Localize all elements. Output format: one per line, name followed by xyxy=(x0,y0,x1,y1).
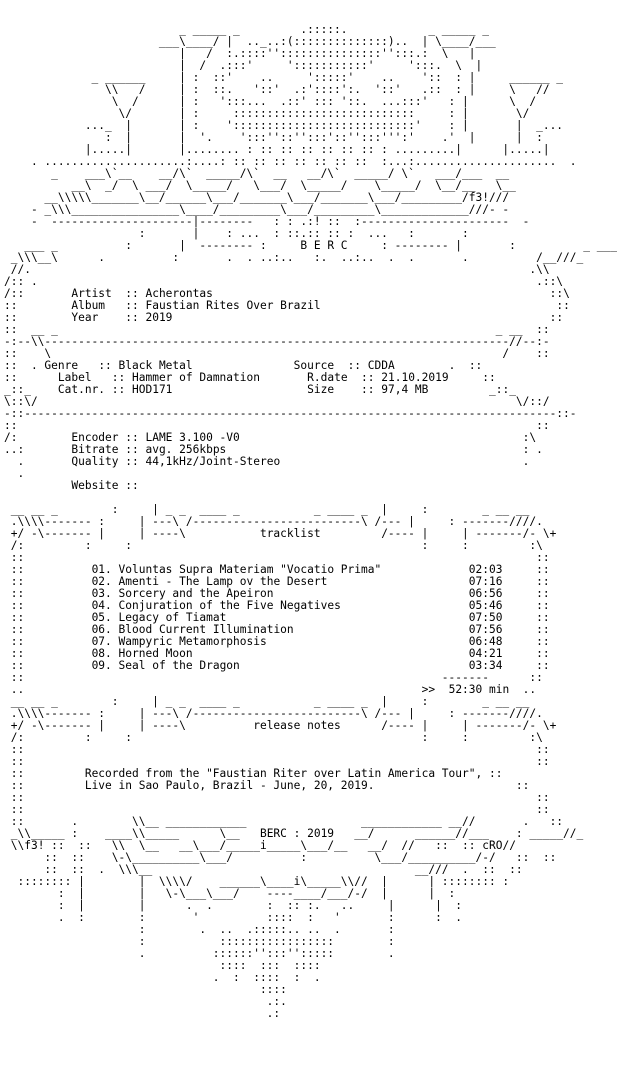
genre-value: Black Metal xyxy=(118,359,193,372)
rdate-label: R.date xyxy=(307,371,348,384)
art-header-line: \/ | : ::::::::::::::::::::::::::: : | \/ xyxy=(4,107,530,120)
track-number: 07. xyxy=(91,635,112,648)
encoder-label: Encoder xyxy=(71,431,119,444)
track-title: Legacy of Tiamat xyxy=(118,611,227,624)
source-label: Source xyxy=(293,359,335,372)
release-notes-line: Recorded from the "Faustian Riter over Latin America Tour", xyxy=(84,767,483,780)
track-time: 07:16 xyxy=(468,575,503,588)
art-footer-line: : . .. .:::::.. .. . : xyxy=(4,923,395,936)
art-footer-line: . ::::::'':::''::::: . xyxy=(4,947,395,960)
art-header-line: _ _____ _ .:::::. _ _____ _ xyxy=(4,23,489,36)
art-header-line: |.....| |........ : :: :: :: :: :: :: : .........| |.....| xyxy=(4,143,550,156)
art-footer-line: . : :::: : . xyxy=(4,971,321,984)
year-value: 2019 xyxy=(145,311,173,324)
track-title: Horned Moon xyxy=(118,647,193,660)
artist-value: Acherontas xyxy=(145,287,213,300)
art-footer-line: :::: xyxy=(4,983,287,996)
artist-label: Artist xyxy=(71,287,112,300)
art-header-line: __\ _/ \ ___/ \_____/ \___/ \_____/ \_____/ \__/__ \__ xyxy=(4,179,516,192)
album-value: Faustian Rites Over Brazil xyxy=(145,299,321,312)
rdate-value: 21.10.2019 xyxy=(381,371,449,384)
track-time: 06:48 xyxy=(468,635,503,648)
art-footer-line: .: xyxy=(4,1007,281,1020)
genre-label: Genre xyxy=(44,359,79,372)
source-value: CDDA xyxy=(367,359,395,372)
art-header-line: - _\\\________________\____/_________\___/_________\_____________///- - xyxy=(4,203,510,216)
track-time: 06:56 xyxy=(468,587,503,600)
quality-label: Quality xyxy=(71,455,119,468)
year-label: Year xyxy=(71,311,99,324)
art-header-line: | / :.::::'':::::::::::::::'':::.: \ | xyxy=(4,47,476,60)
release-notes-heading: release notes xyxy=(253,719,341,732)
tracklist-heading: tracklist xyxy=(259,527,321,540)
art-footer-line: : ::::::::::::::::: : xyxy=(4,935,395,948)
track-title: Conjuration of the Five Negatives xyxy=(118,599,341,612)
total-marker: >> xyxy=(421,683,436,696)
release-notes-line: Live in Sao Paulo, Brazil - June, 20, 2019. xyxy=(84,779,375,792)
track-time: 07:50 xyxy=(468,611,503,624)
bitrate-value: avg. 256kbps xyxy=(145,443,227,456)
size-label: Size xyxy=(307,383,335,396)
catnr-value: HOD171 xyxy=(132,383,173,396)
art-footer-line: .:. xyxy=(4,995,287,1008)
art-header-line: \\ / | : ::. '::' .:'::::':. '::' .:: : | \ // xyxy=(4,83,550,96)
track-number: 02. xyxy=(91,575,112,588)
art-header-line: _ ___\`__ __/\` _____/\` __ __/\` _____/ \` ___/___ __ xyxy=(4,167,510,180)
art-footer-line: . : : ' :::: : ' : : . xyxy=(4,911,463,924)
track-time: 04:21 xyxy=(468,647,503,660)
track-number: 04. xyxy=(91,599,112,612)
footer-group-year: BERC : 2019 xyxy=(259,827,335,840)
total-time: 52:30 min xyxy=(448,683,510,696)
track-number: 03. xyxy=(91,587,112,600)
art-header-line: | / .:::' ':::::::::::' ':::. \ | xyxy=(4,59,483,72)
art-header-line: _ ______ | : ::' .. ':::::' .. ':: : | ______ _ xyxy=(4,71,564,84)
group-badge: B E R C xyxy=(300,239,348,252)
art-header-line: \ / | : ':::... .::' ::: '::. ...:::' : | \ / xyxy=(4,95,537,108)
art-header-line: : | : ... : ::.:: :: : ... : : xyxy=(4,227,469,240)
art-header-line: ___\____/ | .._..:(::::::::::::::).. | \____/___ xyxy=(4,35,496,48)
art-footer-line: : | | . . : :: :. .. | | : xyxy=(4,899,463,912)
track-number: 09. xyxy=(91,659,112,672)
track-time: 03:34 xyxy=(468,659,503,672)
track-title: Sorcery and the Apeiron xyxy=(118,587,274,600)
size-value: 97,4 MB xyxy=(381,383,429,396)
footer-signature-right: cRO xyxy=(482,839,503,852)
label-value: Hammer of Damnation xyxy=(132,371,260,384)
track-time: 07:56 xyxy=(468,623,503,636)
track-number: 05. xyxy=(91,611,112,624)
website-label: Website xyxy=(71,479,119,492)
track-number: 01. xyxy=(91,563,112,576)
art-header-line: . .....................:....: :: :: :: :: :: :: :: :...:..................... . xyxy=(4,155,577,168)
track-title: Blood Current Illumination xyxy=(118,623,294,636)
encoder-value: LAME 3.100 -V0 xyxy=(145,431,240,444)
art-footer-line: : | | \-\___\___/ ----____/___/-/ | | : xyxy=(4,887,456,900)
track-number: 06. xyxy=(91,623,112,636)
art-header-line: : | | '. ':::''::'':::'::'':::''':' .' | | : xyxy=(4,131,543,144)
catnr-label: Cat.nr. xyxy=(57,383,106,396)
track-title: Seal of the Dragon xyxy=(118,659,240,672)
art-header-line: - ---------------------|-------- : : .:! :: :---------------------- - xyxy=(4,215,530,228)
track-title: Voluntas Supra Materiam "Vocatio Prima" xyxy=(118,563,382,576)
quality-value: 44,1kHz/Joint-Stereo xyxy=(145,455,281,468)
album-label: Album xyxy=(71,299,106,312)
track-time: 05:46 xyxy=(468,599,503,612)
track-title: Wampyric Metamorphosis xyxy=(118,635,267,648)
label-label: Label xyxy=(57,371,92,384)
art-footer-line: :::::::: | | \\\\/ ______\____i\_____\\// | | :::::::: : xyxy=(4,875,510,888)
footer-signature-left: f3! xyxy=(24,839,45,852)
nfo-document: _ _____ _ .:::::. _ _____ _ ___\____/ | .._..:(::::::::::::::).. | \____/___ | / :.::::'':::::::::::::::'':::.: \ | | / .:::' ':::::::::::' ':::. \ | _ ______ | : ::' .. ':::::' .. ':: : | ______ _ \\ / | : ::. '::' .:'::::':. '::' .:: : | \ // \ / | : ':::... .::' ::: '::. ...:::' : | \ / \/ | : ::::::::::::::::::::::::::: : | \/ ..._ | | : ':::::::::::::::::::::::::::' : | | _... : | | '. ':::''::'':::'::'':::''':' .' | | : |.....| |........ : :: :: :: :: :: :: : .........| |.....| . .....................:....: :: :: :: :: :: :: :: :...:..................... . _ ___\`__ __/\` _____/\` __ __/\` _____/ \` ___/___ __ __\ _/ \ ___/ \_____/ \___/ \_____/ \_____/ \__/__ \__ __\\\\\_______\__/______\___/_______\___/_______\___/_________/f3!/// - _\\\________________\____/_________\___/_________\_____________///- - - ---------------------|-------- : : .:! :: :---------------------- - : | : ... : ::.:: :: : ... : : ___ _ : | -------- : B E R C : -------- | : _ ___ _\\\__\ . : . . ..:.. :. ..:.. . . . /__///_ //. .\\ /:: . .::\ /:: Artist :: Acherontas ::\ :: Album :: Faustian Rites Over Brazil :: :: Year :: 2019 :: :: __ _ _ __ :: -:--\\---------------------------------------------------------------------//--:- :: \ / :: :: . Genre :: Black Metal Source :: CDDA . :: :: Label :: Hammer of Damnation R.date :: 21.10.2019 :: _::_ Cat.nr. :: HOD171 Size :: 97,4 MB _::_ \::\/ \/::/ -::-------------------------------------------------------------------------------::- :: :: /: Encoder :: LAME 3.100 -V0 :\ ..: Bitrate :: avg. 256kbps : . . Quality :: 44,1kHz/Joint-Stereo . . Website :: __ __ _ : | _ _ ____ _ _ ____ _ | : _ __ __ .\\\\------- : | ---\ /-------------------------\ /--- | : -------////. +/ -\------- | | ----\ tracklist /---- | | -------/- \+ /: : : : : :\ :: :: :: 01. Voluntas Supra Materiam "Vocatio Prima" 02:03 :: :: 02. Amenti - The Lamp ov the Desert 07:16 :: :: 03. Sorcery and the Apeiron 06:56 :: :: 04. Conjuration of the Five Negatives 05:46 :: :: 05. Legacy of Tiamat 07:50 :: :: 06. Blood Current Illumination 07:56 :: :: 07. Wampyric Metamorphosis 06:48 :: :: 08. Horned Moon 04:21 :: :: 09. Seal of the Dragon 03:34 :: :: ------- :: .. >> 52:30 min .. __ __ _ : | _ _ ____ _ _ ____ _ | : _ __ __ .\\\\------- : | ---\ /-------------------------\ /--- | : -------////. +/ -\------- | | ----\ release notes /---- | | -------/- \+ /: : : : : :\ :: :: :: :: :: Recorded from the "Faustian Riter over Latin America Tour", :: :: Live in Sao Paulo, Brazil - June, 20, 2019. :: :: :: :: :: :: . \\__ ____________ ____________ __// . :: _\\_____ : ____\\_____ \__ BERC : 2019 __/ ______//___ : _____//_ \\f3! :: :: \\ \__ __\___/_____i_____\___/__ __/ // :: :: cRO// :: :: \-\__________\___/ : \___/__________/-/ :: :: :: :: . \\\__ __/// . :: :: :::::::: | | \\\\/ ______\____i\_____\\// | | :::::::: : : | | \-\___\___/ ----____/___/-/ | | : : | | . . : :: :. .. | | : . : : ' :::: : ' : : . : . .. .:::::.. .. . : : ::::::::::::::::: : . ::::::'':::''::::: . :::: ::: :::: . : :::: : . :::: .:. .: xyxy=(0,0,640,1092)
track-time: 02:03 xyxy=(468,563,503,576)
bitrate-label: Bitrate xyxy=(71,443,119,456)
art-header-line: __\\\\\_______\__/______\___/_______\___/_______\___/_________/f3!/// xyxy=(4,191,510,204)
track-title: Amenti - The Lamp ov the Desert xyxy=(118,575,328,588)
track-number: 08. xyxy=(91,647,112,660)
art-footer-line: :::: ::: :::: xyxy=(4,959,321,972)
art-header-line: ..._ | | : ':::::::::::::::::::::::::::' : | | _... xyxy=(4,119,564,132)
